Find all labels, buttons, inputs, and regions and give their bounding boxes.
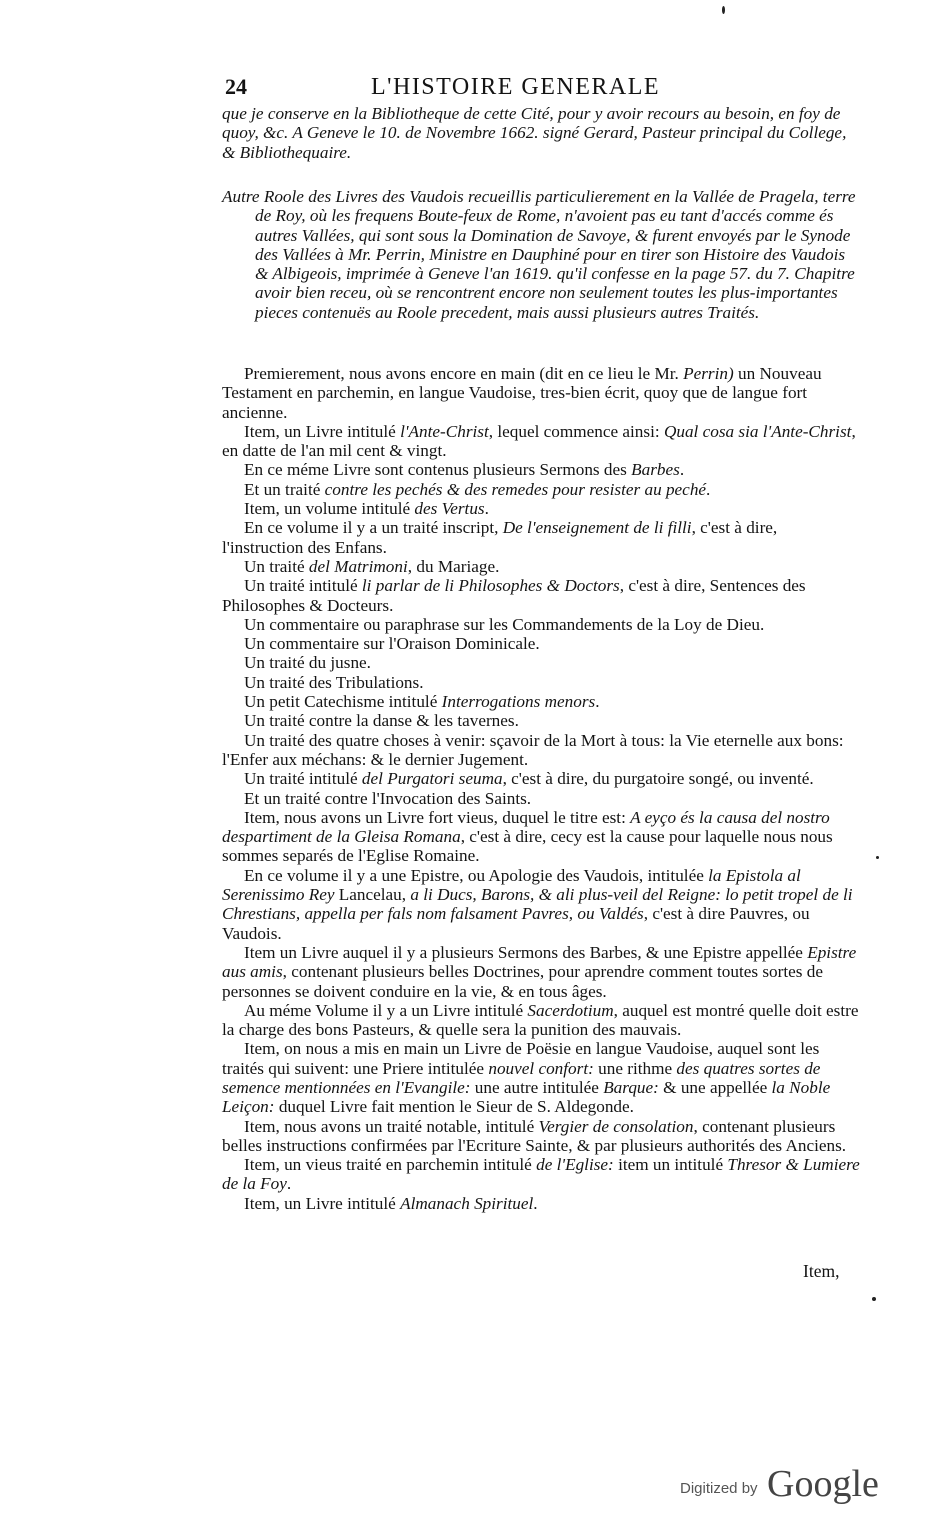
list-item (222, 673, 862, 692)
list-item (222, 499, 862, 518)
entry-text: & une appellée (658, 1077, 772, 1097)
entry-text: Un traité intitulé (244, 576, 362, 596)
entry-text: En ce méme Livre sont contenus plusieurs Sermons des (244, 460, 632, 480)
italic-title: Epistre aus amis (222, 942, 857, 982)
entry-text: Item, un volume intitulé (244, 499, 415, 519)
entry-text: Un traité intitulé (244, 769, 362, 789)
italic-title: De l'enseignement de li filli (502, 518, 692, 538)
entry-text: . (484, 499, 489, 519)
italic-title: nouvel confort: (488, 1058, 594, 1078)
entry-text: . (706, 479, 711, 499)
italic-title: Qual cosa sia l'Ante-Christ (663, 421, 852, 441)
ink-speck (876, 856, 879, 859)
italic-title: Vergier de consolation (538, 1116, 694, 1136)
list-item (222, 808, 862, 866)
entry-text: . (679, 460, 685, 480)
italic-title: de l'Eglise: (536, 1155, 614, 1175)
italic-title: li parlar de li Philosophes & Doctors (361, 576, 620, 596)
list-item (222, 615, 862, 634)
italic-title: l'Ante-Christ (400, 421, 489, 441)
entry-text: Un commentaire sur l'Oraison Dominicale. (244, 634, 540, 654)
entry-text: Un traité contre la danse & les tavernes. (244, 711, 519, 731)
entry-text: En ce volume il y a un traité inscript, (244, 518, 503, 538)
italic-title: del Purgatori seuma (361, 769, 503, 789)
italic-title: Perrin) (683, 364, 734, 383)
intro-text: que je conserve en la Bibliotheque de cette Cité, pour y avoir recours au besoin, en foy de quoy, &c. A Geneve le 10. de Novembre 1662. signé Gerard, Pasteur principal du College, & Bibliothequaire. (222, 104, 847, 162)
entry-text: , c'est à dire, du purgatoire songé, ou inventé. (502, 769, 814, 789)
digitized-by-text: Digitized by (680, 1480, 758, 1497)
list-item (222, 1155, 862, 1194)
italic-title: contre les pechés & des remedes pour resister au peché (324, 479, 707, 499)
entry-text: Un traité des quatre choses à venir: sçavoir de la Mort à tous: la Vie eternelle aux bons: l'Enfer aux méchans: & le dernier Jugement. (222, 730, 844, 769)
entry-text: , c'est à dire, l'instruction des Enfans. (222, 518, 778, 557)
entry-text: Au méme Volume il y a un Livre intitulé (244, 1000, 528, 1020)
list-item (222, 711, 862, 730)
entry-text: Et un traité (244, 479, 325, 499)
italic-title: a li Ducs, Barons, & ali plus-veil del Reigne: lo petit tropel de li Chrestians, appella per fals nom falsament Pavres, ou Valdés (222, 885, 853, 924)
list-item (222, 692, 862, 711)
list-item (222, 943, 862, 1001)
italic-title: Barque: (603, 1077, 659, 1097)
page-number: 24 (225, 74, 247, 99)
entry-text: Un commentaire ou paraphrase sur les Commandements de la Loy de Dieu. (244, 614, 765, 634)
google-logo: Google (767, 1463, 879, 1505)
italic-title: Barbes (631, 460, 680, 480)
entry-text: Et un traité contre l'Invocation des Saints. (244, 788, 532, 808)
list-item (222, 422, 862, 461)
ink-speck (722, 6, 725, 14)
roole-heading (222, 187, 862, 322)
entry-text: , contenant plusieurs belles instructions confirmées par l'Ecriture Sainte, & par plusieurs authorités des Anciens. (222, 1116, 847, 1155)
list-item (222, 557, 862, 576)
intro-paragraph (222, 104, 862, 162)
ink-speck (872, 1297, 876, 1301)
entry-text: . (286, 1174, 292, 1194)
list-item (222, 1194, 862, 1213)
entry-text: Item, nous avons un traité notable, intitulé (244, 1116, 539, 1136)
entry-text: , du Mariage. (407, 556, 500, 576)
list-item (222, 576, 862, 615)
entry-text: une autre intitulée (470, 1077, 604, 1097)
entry-text: En ce volume il y a une Epistre, ou Apologie des Vaudois, intitulée (244, 865, 709, 885)
italic-title: la Noble Leiçon: (222, 1077, 831, 1117)
list-item (222, 653, 862, 672)
list-item (222, 789, 862, 808)
list-item (222, 866, 862, 943)
page-header (225, 74, 860, 106)
entry-text: Un petit Catechisme intitulé (244, 692, 442, 712)
entry-text: Item, un Livre intitulé (244, 1193, 401, 1213)
entry-text: Un traité (244, 556, 309, 576)
entry-text: , c'est à dire, Sentences des Philosophes & Docteurs. (222, 576, 806, 615)
entry-text: Item un Livre auquel il y a plusieurs Sermons des Barbes, & une Epistre appellée (244, 942, 808, 962)
entry-text: Un traité du jusne. (244, 653, 371, 673)
entry-text: , c'est à dire, cecy est la cause pour laquelle nous nous sommes separés de l'Eglise Romaine. (222, 827, 833, 866)
entry-text: Item, un vieus traité en parchemin intitulé (244, 1155, 537, 1175)
list-item (222, 731, 862, 770)
list-item (222, 1001, 862, 1040)
list-item (222, 364, 862, 422)
italic-title: la Epistola al Serenissimo Rey (222, 865, 801, 905)
entry-text: . (533, 1193, 538, 1213)
entry-text: . (595, 692, 600, 712)
entry-text: , contenant plusieurs belles Doctrines, pour aprendre comment toutes sortes de personnes se doivent conduire en la vie, & en tous âges. (222, 962, 823, 1001)
entry-text: , c'est à dire Pauvres, ou Vaudois. (222, 904, 810, 943)
running-title: L'HISTOIRE GENERALE (371, 74, 661, 100)
entry-text: un Nouveau Testament en parchemin, en langue Vaudoise, tres-bien écrit, quoy que de langue fort ancienne. (222, 364, 822, 422)
entry-text: , en datte de l'an mil cent & vingt. (222, 421, 856, 461)
entry-text: une rithme (593, 1058, 677, 1078)
entry-text: Premierement, nous avons encore en main (dit en ce lieu le Mr. (244, 364, 684, 383)
italic-title: Interrogations menors (441, 692, 596, 712)
entry-text: Lancelau, (334, 885, 411, 905)
entry-text: Item, nous avons un Livre fort vieus, duquel le titre est: (244, 807, 631, 827)
list-item (222, 460, 862, 479)
italic-title: Sacerdotium (527, 1000, 614, 1020)
list-item (222, 1039, 862, 1116)
book-list (222, 364, 862, 1213)
entry-text: Item, un Livre intitulé (244, 421, 401, 441)
italic-title: A eyço és la causa del nostro despartiment de la Gleisa Romana (222, 807, 830, 847)
list-item (222, 1117, 862, 1156)
entry-text: Un traité des Tribulations. (244, 672, 424, 692)
entry-text: duquel Livre fait mention le Sieur de S. Aldegonde. (274, 1097, 634, 1117)
italic-title: Almanach Spirituel (400, 1193, 534, 1213)
italic-title: Thresor & Lumiere de la Foy (222, 1155, 860, 1194)
list-item (222, 480, 862, 499)
entry-text: item un intitulé (613, 1155, 728, 1175)
entry-text: , auquel est montré quelle doit estre la charge des bons Pasteurs, & quelle sera la punition des mauvais. (222, 1000, 859, 1040)
list-item (222, 769, 862, 788)
italic-title: del Matrimoni (308, 556, 408, 576)
entry-text: , lequel commence ainsi: (488, 421, 664, 441)
roole-text: Autre Roole des Livres des Vaudois recueillis particulierement en la Vallée de Pragela, terre de Roy, où les frequens Boute-feux de Rome, n'avoient pas eu tant d'accés comme és autres Vallées, qui sont sous la Domination de Savoye, & furent envoyés par le Synode des Vallées à Mr. Perrin, Ministre en Dauphiné pour en tirer son Histoire des Vaudois & Albigeois, imprimée à Geneve l'an 1619. qu'il confesse en la page 57. du 7. Chapitre avoir bien receu, où se rencontrent encore non seulement toutes les plus-importantes pieces contenuës au Roole precedent, mais aussi plusieurs autres Traités. (222, 187, 856, 322)
catchword: Item, (803, 1261, 840, 1281)
list-item (222, 634, 862, 653)
list-item (222, 518, 862, 557)
entry-text: Item, on nous a mis en main un Livre de Poësie en langue Vaudoise, auquel sont les traités qui suivent: une Priere intitulée (222, 1039, 820, 1078)
italic-title: des Vertus (414, 499, 485, 519)
italic-title: des quatres sortes de semence mentionnées en l'Evangile: (222, 1058, 821, 1097)
